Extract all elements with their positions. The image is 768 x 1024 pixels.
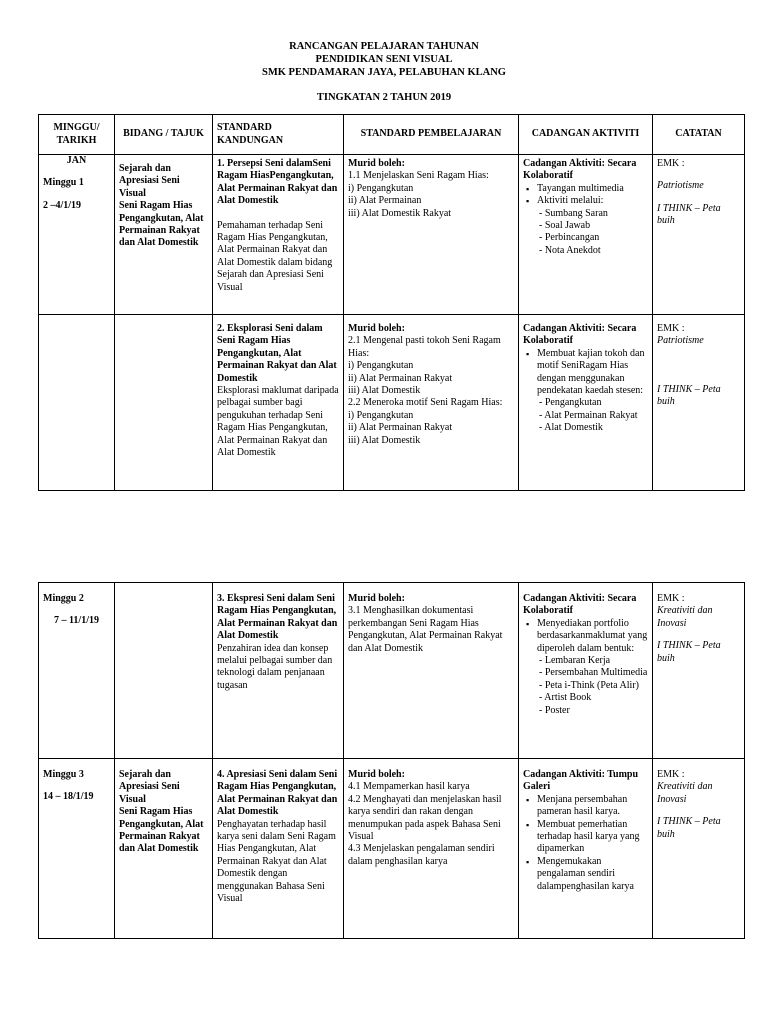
standard-pembelajaran-cell: [344, 583, 519, 759]
ca-dash: - Pengangkutan: [539, 397, 602, 409]
doc-form-year: TINGKATAN 2 TAHUN 2019: [316, 92, 452, 103]
sk-body: Penghayatan terhadap hasil karya seni dalam Seni Ragam Hias Pengangkutan, Alat Permainan Rakyat dan Alat Domestik dengan menggunakan Bahasa Seni Visual: [217, 818, 336, 905]
ithink-note: I THINK – Peta buih: [657, 640, 721, 664]
cadangan-aktiviti-cell: [519, 315, 653, 491]
minggu-cell: [39, 155, 115, 315]
ca-dash: - Perbincangan: [539, 232, 600, 244]
col-header-cadangan-aktiviti: CADANGAN AKTIVITI: [519, 115, 653, 155]
sp-line: i) Pengangkutan: [348, 409, 414, 421]
ca-dash: - Artist Book: [539, 692, 592, 704]
emk-label: EMK :: [657, 158, 685, 169]
sp-line: 1.1 Menjelaskan Seni Ragam Hias:: [348, 170, 489, 182]
date-range: 2 –4/1/19: [43, 199, 82, 211]
table-row: [39, 759, 745, 939]
emk-value: Patriotisme: [657, 180, 704, 192]
col-header-standard-kandungan: STANDARD KANDUNGAN: [213, 115, 344, 155]
standard-pembelajaran-cell: [344, 315, 519, 491]
standard-kandungan-cell: [213, 155, 344, 315]
ca-bullet: ▪ Mengemukakan pengalaman sendiri dalampenghasilan karya: [537, 856, 648, 893]
ca-bullet: ▪ Membuat kajian tokoh dan motif SeniRagam Hias dengan menggunakan pendekatan kaedah stesen:: [537, 348, 648, 398]
sp-line: iii) Alat Domestik Rakyat: [348, 207, 452, 219]
bidang-cell: [115, 759, 213, 939]
bidang-cell: [115, 583, 213, 759]
sp-line: i) Pengangkutan: [348, 182, 414, 194]
month-label: JAN: [66, 155, 87, 166]
ca-bullet: ▪ Aktiviti melalui:: [537, 195, 648, 207]
catatan-cell: [653, 155, 745, 315]
ca-dash: - Poster: [539, 704, 570, 716]
standard-kandungan-cell: [213, 759, 344, 939]
sk-title: 1. Persepsi Seni dalamSeni Ragam HiasPengangkutan, Alat Permainan Rakyat dan Alat Domestik: [217, 158, 338, 207]
cadangan-aktiviti-cell: [519, 583, 653, 759]
sp-line: ii) Alat Permainan: [348, 195, 422, 207]
plan-table-1: [38, 114, 745, 491]
sp-line: ii) Alat Permainan Rakyat: [348, 422, 453, 434]
sk-body: Penzahiran idea dan konsep melalui pelbagai sumber dan teknologi dalam penjanaan tugasan: [217, 642, 333, 691]
col-header-minggu: MINGGU/ TARIKH: [39, 115, 115, 155]
week-label: Minggu 3: [43, 769, 84, 780]
standard-kandungan-cell: [213, 315, 344, 491]
cadangan-aktiviti-cell: [519, 759, 653, 939]
cadangan-aktiviti-cell: [519, 155, 653, 315]
sp-line: 2.2 Meneroka motif Seni Ragam Hias:: [348, 397, 503, 409]
emk-label: EMK :: [657, 593, 685, 604]
sp-title: Murid boleh:: [348, 158, 405, 169]
emk-value: Kreativiti dan Inovasi: [657, 781, 713, 805]
minggu-cell: [39, 759, 115, 939]
emk-value: Patriotisme: [657, 335, 704, 347]
sp-line: 2.1 Mengenal pasti tokoh Seni Ragam Hias:: [348, 335, 501, 359]
table-row: [39, 155, 745, 315]
ca-title: Cadangan Aktiviti: Tumpu Galeri: [523, 769, 639, 793]
sk-title: 4. Apresiasi Seni dalam Seni Ragam Hias Pengangkutan, Alat Permainan Rakyat dan Alat Domestik: [217, 769, 338, 818]
standard-pembelajaran-cell: [344, 155, 519, 315]
sp-title: Murid boleh:: [348, 323, 405, 334]
standard-kandungan-cell: [213, 583, 344, 759]
sp-line: karya sendiri dan rakan dengan menumpukan pada aspek Bahasa Seni Visual: [348, 806, 501, 843]
ithink-note: I THINK – Peta buih: [657, 202, 721, 227]
plan-table-2: [38, 582, 745, 939]
ca-dash: - Nota Anekdot: [539, 244, 601, 256]
doc-subject: PENDIDIKAN SENI VISUAL: [315, 54, 453, 65]
table-header-row: [39, 115, 745, 155]
sk-body: Eksplorasi maklumat daripada pelbagai sumber bagi pengukuhan terhadap Seni Ragam Hias Pengangkutan, Alat Permainan Rakyat dan Alat Domestik: [217, 385, 339, 459]
ca-dash: - Peta i-Think (Peta Alir): [539, 679, 639, 691]
ca-title: Cadangan Aktiviti: Secara Kolaboratif: [523, 593, 637, 617]
bidang-topic: Seni Ragam Hias Pengangkutan, Alat Permainan Rakyat dan Alat Domestik: [119, 806, 204, 855]
sp-line: i) Pengangkutan: [348, 360, 414, 372]
catatan-cell: [653, 583, 745, 759]
minggu-cell: [39, 315, 115, 491]
bidang-topic: Seni Ragam Hias Pengangkutan, Alat Permainan Rakyat dan Alat Domestik: [119, 200, 204, 249]
ca-dash: - Lembaran Kerja: [539, 655, 611, 667]
sp-line: ii) Alat Permainan Rakyat: [348, 372, 453, 384]
sk-title: 3. Ekspresi Seni dalam Seni Ragam Hias Pengangkutan, Alat Permainan Rakyat dan Alat Domestik: [217, 593, 338, 642]
ca-title: Cadangan Aktiviti: Secara Kolaboratif: [523, 158, 637, 182]
sp-title: Murid boleh:: [348, 769, 405, 780]
ca-dash: - Sumbang Saran: [539, 207, 608, 219]
emk-label: EMK :: [657, 769, 685, 780]
ca-dash: - Alat Domestik: [539, 422, 603, 434]
ca-dash: - Alat Permainan Rakyat: [539, 409, 638, 421]
sp-line: 4.1 Mempamerkan hasil karya: [348, 781, 470, 793]
bidang-cell: [115, 315, 213, 491]
sp-line: 4.2 Menghayati dan menjelaskan hasil: [348, 793, 502, 805]
catatan-cell: [653, 759, 745, 939]
date-range: 7 – 11/1/19: [53, 615, 99, 627]
ithink-note: I THINK – Peta buih: [657, 816, 721, 840]
sp-line: iii) Alat Domestik: [348, 385, 421, 397]
col-header-bidang: BIDANG / TAJUK: [115, 115, 213, 155]
catatan-cell: [653, 315, 745, 491]
date-range: 14 – 18/1/19: [43, 791, 94, 803]
ca-bullet: ▪ Membuat pemerhatian terhadap hasil karya yang dipamerkan: [537, 819, 648, 856]
emk-label: EMK :: [657, 323, 685, 334]
sp-line: 4.3 Menjelaskan pengalaman sendiri dalam penghasilan karya: [348, 843, 495, 867]
ithink-note: I THINK – Peta buih: [657, 383, 721, 408]
table-row: [39, 315, 745, 491]
week-label: Minggu 2: [43, 593, 84, 604]
sp-title: Murid boleh:: [348, 593, 405, 604]
col-header-catatan: CATATAN: [653, 115, 745, 155]
minggu-cell: [39, 583, 115, 759]
sp-line: 3.1 Menghasilkan dokumentasi perkembangan Seni Ragam Hias Pengangkutan, Alat Permainan Rakyat dan Alat Domestik: [348, 605, 503, 654]
table-row: [39, 583, 745, 759]
standard-pembelajaran-cell: [344, 759, 519, 939]
doc-title: RANCANGAN PELAJARAN TAHUNAN: [289, 41, 479, 52]
bidang-title: Sejarah dan Apresiasi Seni Visual: [119, 769, 180, 805]
sk-title: 2. Eksplorasi Seni dalam Seni Ragam Hias Pengangkutan, Alat Permainan Rakyat dan Alat Domestik: [217, 323, 337, 384]
ca-dash: - Soal Jawab: [539, 220, 591, 232]
sp-line: iii) Alat Domestik: [348, 434, 421, 446]
ca-bullet: ▪ Menyediakan portfolio berdasarkanmaklumat yang diperoleh dalam bentuk:: [537, 618, 648, 655]
ca-title: Cadangan Aktiviti: Secara Kolaboratif: [523, 323, 637, 347]
ca-bullet: ▪ Tayangan multimedia: [537, 183, 648, 195]
ca-bullet: ▪ Menjana persembahan pameran hasil karya.: [537, 794, 648, 819]
col-header-standard-pembelajaran: STANDARD PEMBELAJARAN: [344, 115, 519, 155]
sk-body: Pemahaman terhadap Seni Ragam Hias Pengangkutan, Alat Permainan Rakyat dan Alat Domestik dalam bidang Sejarah dan Apresiasi Seni Visual: [217, 219, 333, 293]
week-label: Minggu 1: [43, 177, 84, 189]
ca-dash: - Persembahan Multimedia: [539, 667, 648, 679]
emk-value: Kreativiti dan Inovasi: [657, 605, 713, 629]
bidang-cell: [115, 155, 213, 315]
bidang-title: Sejarah dan Apresiasi Seni Visual: [119, 163, 180, 199]
doc-school: SMK PENDAMARAN JAYA, PELABUHAN KLANG: [262, 67, 506, 78]
